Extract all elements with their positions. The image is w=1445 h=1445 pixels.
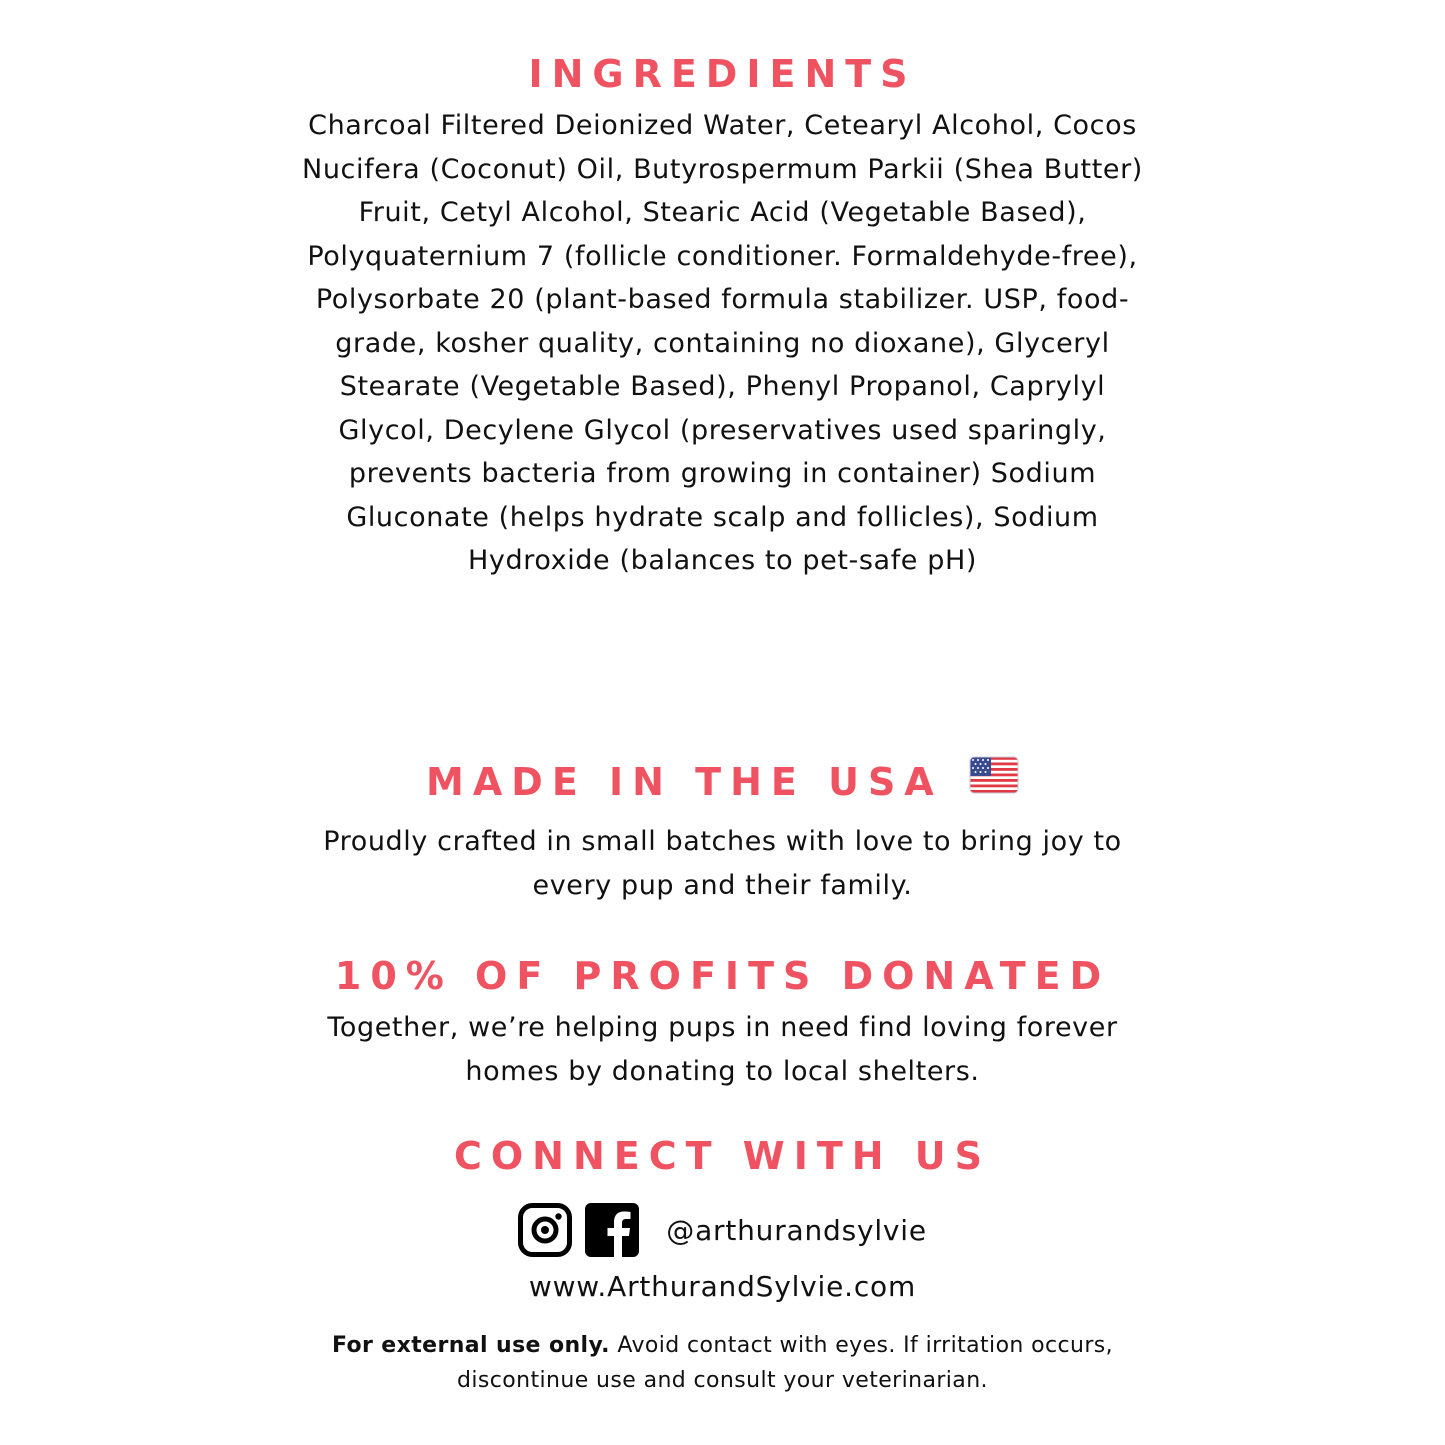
disclaimer-bold: For external use only. <box>331 1333 610 1358</box>
donation-text: Together, we’re helping pups in need find loving forever homes by donating to local shelters. <box>327 1012 1118 1087</box>
disclaimer-text: Avoid contact with eyes. If irritation occurs, discontinue use and consult your veterinarian. <box>457 1333 1114 1393</box>
instagram-icon[interactable] <box>518 1203 572 1257</box>
disclaimer <box>0 1328 1445 1398</box>
disclaimer-paragraph <box>293 1328 1153 1398</box>
ingredients-heading: INGREDIENTS <box>528 52 917 96</box>
connect-section <box>0 1132 1445 1180</box>
connect-heading: CONNECT WITH US <box>453 1134 992 1178</box>
us-flag-icon <box>969 756 1019 805</box>
made-in-usa-section <box>0 758 1445 907</box>
donation-section <box>0 952 1445 1093</box>
social-handle[interactable]: @arthurandsylvie <box>666 1213 927 1247</box>
social-row <box>0 1203 1445 1259</box>
made-in-usa-heading <box>0 758 1445 806</box>
donation-heading: 10% OF PROFITS DONATED <box>334 954 1111 998</box>
ingredients-text: Charcoal Filtered Deionized Water, Cetearyl Alcohol, Cocos Nucifera (Coconut) Oil, Butyrospermum Parkii (Shea Butter) Fruit, Cetyl Alcohol, Stearic Acid (Vegetable Based), Polyquaternium 7 (follicle conditioner. Formaldehyde-free), Polysorbate 20 (plant-based formula stabilizer. USP, food-grade, kosher quality, containing no dioxane), Glyceryl Stearate (Vegetable Based), Phenyl Propanol, Caprylyl Glycol, Decylene Glycol (preservatives used sparingly, prevents bacteria from growing in container) Sodium Gluconate (helps hydrate scalp and follicles), Sodium Hydroxide (balances to pet-safe pH) <box>302 110 1143 576</box>
website-link[interactable]: www.ArthurandSylvie.com <box>528 1270 917 1303</box>
made-in-usa-text: Proudly crafted in small batches with love to bring joy to every pup and their family. <box>323 826 1122 901</box>
ingredients-section <box>0 50 1445 583</box>
facebook-icon[interactable] <box>585 1203 639 1257</box>
made-in-usa-heading-text: MADE IN THE USA <box>426 760 943 804</box>
